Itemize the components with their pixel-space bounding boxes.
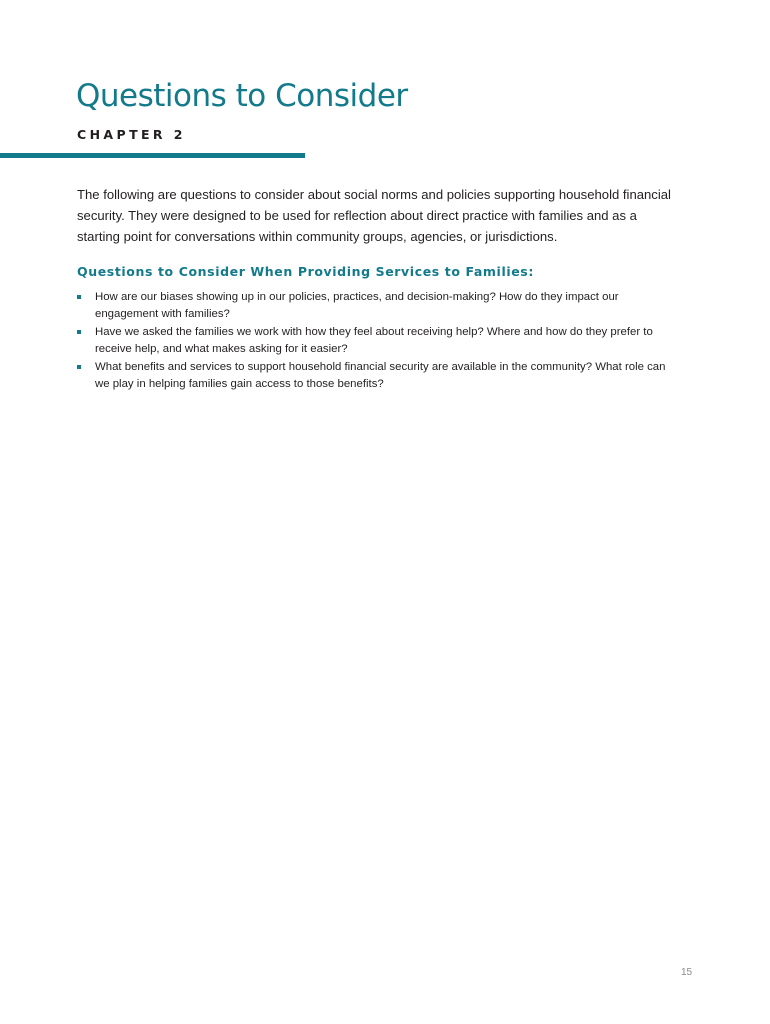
list-item xyxy=(77,289,677,322)
question-text: Have we asked the families we work with how they feel about receiving help? Where and how do they prefer to receive help, and what makes asking for it easier? xyxy=(95,326,653,355)
square-bullet-icon xyxy=(77,365,81,369)
page-title: Questions to Consider xyxy=(76,78,408,114)
title-underline-rule xyxy=(0,153,305,158)
square-bullet-icon xyxy=(77,330,81,334)
question-text: What benefits and services to support household financial security are available in the community? What role can we play in helping families gain access to those benefits? xyxy=(95,361,666,390)
question-text: How are our biases showing up in our policies, practices, and decision-making? How do they impact our engagement with families? xyxy=(95,291,619,320)
intro-paragraph: The following are questions to consider about social norms and policies supporting household financial security. They were designed to be used for reflection about direct practice with families and as a starting point for conversations within community groups, agencies, or jurisdictions. xyxy=(77,187,671,244)
square-bullet-icon xyxy=(77,295,81,299)
question-list xyxy=(77,289,677,394)
page-number: 15 xyxy=(681,967,693,978)
list-item xyxy=(77,359,677,392)
section-heading: Questions to Consider When Providing Services to Families: xyxy=(77,264,534,279)
list-item xyxy=(77,324,677,357)
chapter-label: CHAPTER 2 xyxy=(77,127,186,142)
